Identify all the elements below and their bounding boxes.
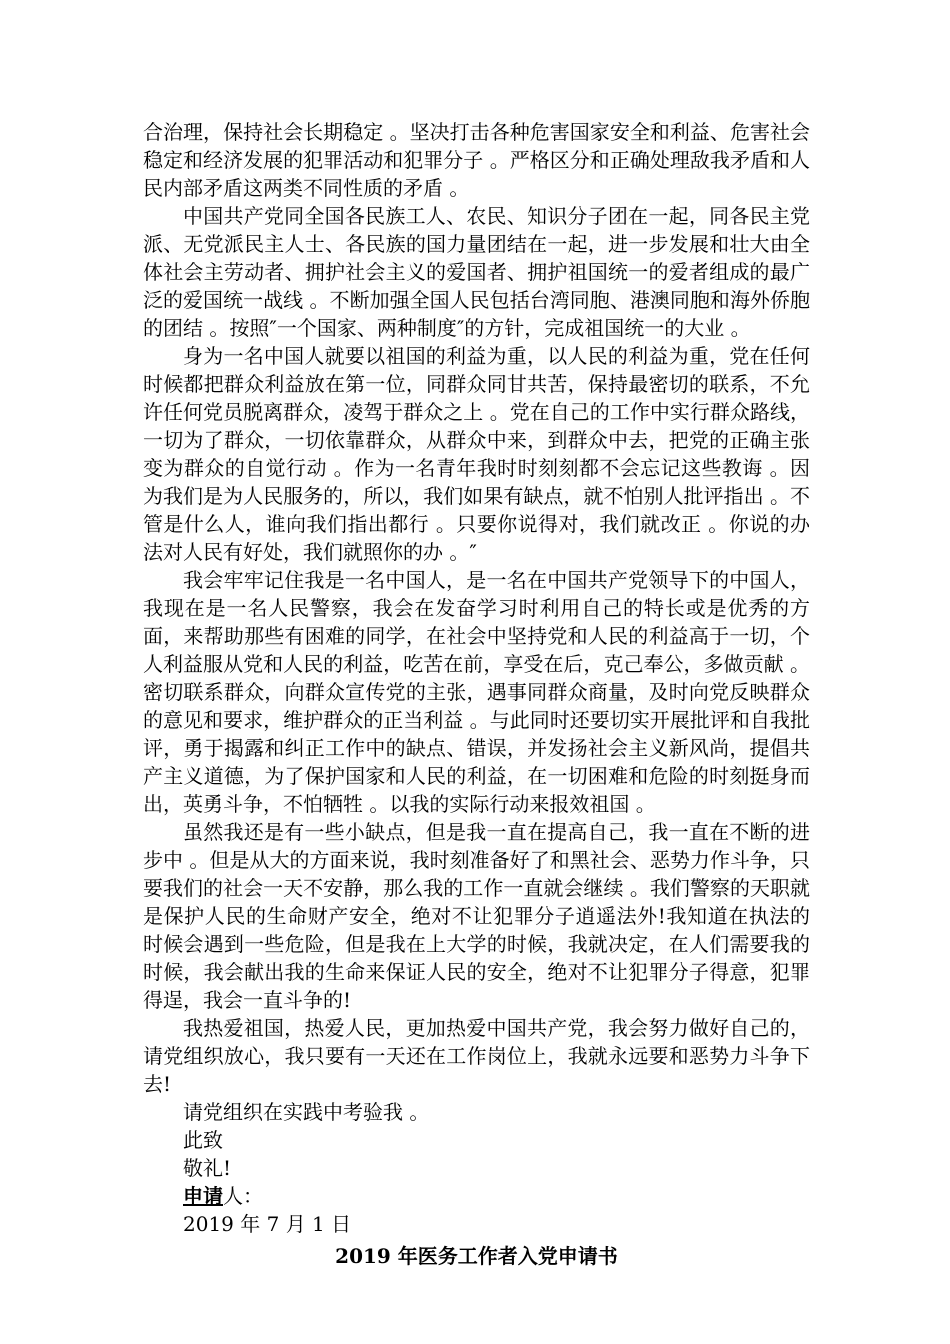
- closing-salutation: 此致: [183, 1128, 223, 1152]
- paragraph-5: 虽然我还是有一些小缺点，但是我一直在提高自己，我一直在不断的进步中 。但是从大的方面来说，我时刻准备好了和黑社会、恶势力作斗争，只要我们的社会一天不安静，那么我的工作一直就会继续 。我们警察的天职就是保护人民的生命财产安全，绝对不让犯罪分子逍遥法外!我知道在执法的时候会遇到一些危险，但是我在上大学的时候，我就决定，在人们需要我的时候，我会献出我的生命来保证人民的安全，绝对不让犯罪分子得意，犯罪得逞，我会一直斗争的!: [143, 820, 810, 1012]
- closing-date: 2019 年 7 月 1 日: [183, 1212, 352, 1236]
- applicant-line: [143, 1182, 810, 1210]
- paragraph-1: 合治理，保持社会长期稳定 。坚决打击各种危害国家安全和利益、危害社会稳定和经济发展的犯罪活动和犯罪分子 。严格区分和正确处理敌我矛盾和人民内部矛盾这两类不同性质的矛盾 。: [143, 120, 810, 200]
- next-document-title: 2019 年医务工作者入党申请书: [335, 1244, 618, 1268]
- paragraph-3: 身为一名中国人就要以祖国的利益为重，以人民的利益为重，党在任何时候都把群众利益放在第一位，同群众同甘共苦，保持最密切的联系，不允许任何党员脱离群众，凌驾于群众之上 。党在自己的工作中实行群众路线，一切为了群众，一切依靠群众，从群众中来，到群众中去，把党的正确主张变为群众的自觉行动 。作为一名青年我时时刻刻都不会忘记这些教诲 。因为我们是为人民服务的，所以，我们如果有缺点，就不怕别人批评指出 。不管是什么人，谁向我们指出都行 。只要你说得对，我们就改正 。你说的办法对人民有好处，我们就照你的办 。″: [143, 344, 810, 564]
- paragraph-4: 我会牢牢记住我是一名中国人，是一名在中国共产党领导下的中国人，我现在是一名人民警察，我会在发奋学习时利用自己的特长或是优秀的方面，来帮助那些有困难的同学，在社会中坚持党和人民的利益高于一切，个人利益服从党和人民的利益，吃苦在前，享受在后，克己奉公，多做贡献 。密切联系群众，向群众宣传党的主张，遇事同群众商量，及时向党反映群众的意见和要求，维护群众的正当利益 。与此同时还要切实开展批评和自我批评，勇于揭露和纠正工作中的缺点、错误，并发扬社会主义新风尚，提倡共产主义道德，为了保护国家和人民的利益，在一切困难和危险的时刻挺身而出，英勇斗争，不怕牺牲 。以我的实际行动来报效祖国 。: [143, 568, 810, 816]
- applicant-label-suffix: 人：: [223, 1184, 263, 1208]
- paragraph-6: 我热爱祖国，热爱人民，更加热爱中国共产党，我会努力做好自己的，请党组织放心，我只要有一天还在工作岗位上，我就永远要和恶势力斗争下去!: [143, 1016, 810, 1096]
- applicant-label-underlined: 申请: [183, 1184, 223, 1208]
- paragraph-2: 中国共产党同全国各民族工人、农民、知识分子团在一起，同各民主党派、无党派民主人士、各民族的国力量团结在一起，进一步发展和壮大由全体社会主劳动者、拥护社会主义的爱国者、拥护祖国统一的爱者组成的最广泛的爱国统一战线 。不断加强全国人民包括台湾同胞、港澳同胞和海外侨胞的团结 。按照″一个国家、两种制度″的方针，完成祖国统一的大业 。: [143, 204, 810, 340]
- closing-request: 请党组织在实践中考验我 。: [183, 1100, 430, 1124]
- closing-regards: 敬礼!: [183, 1156, 232, 1180]
- closing-block: [143, 1098, 810, 1238]
